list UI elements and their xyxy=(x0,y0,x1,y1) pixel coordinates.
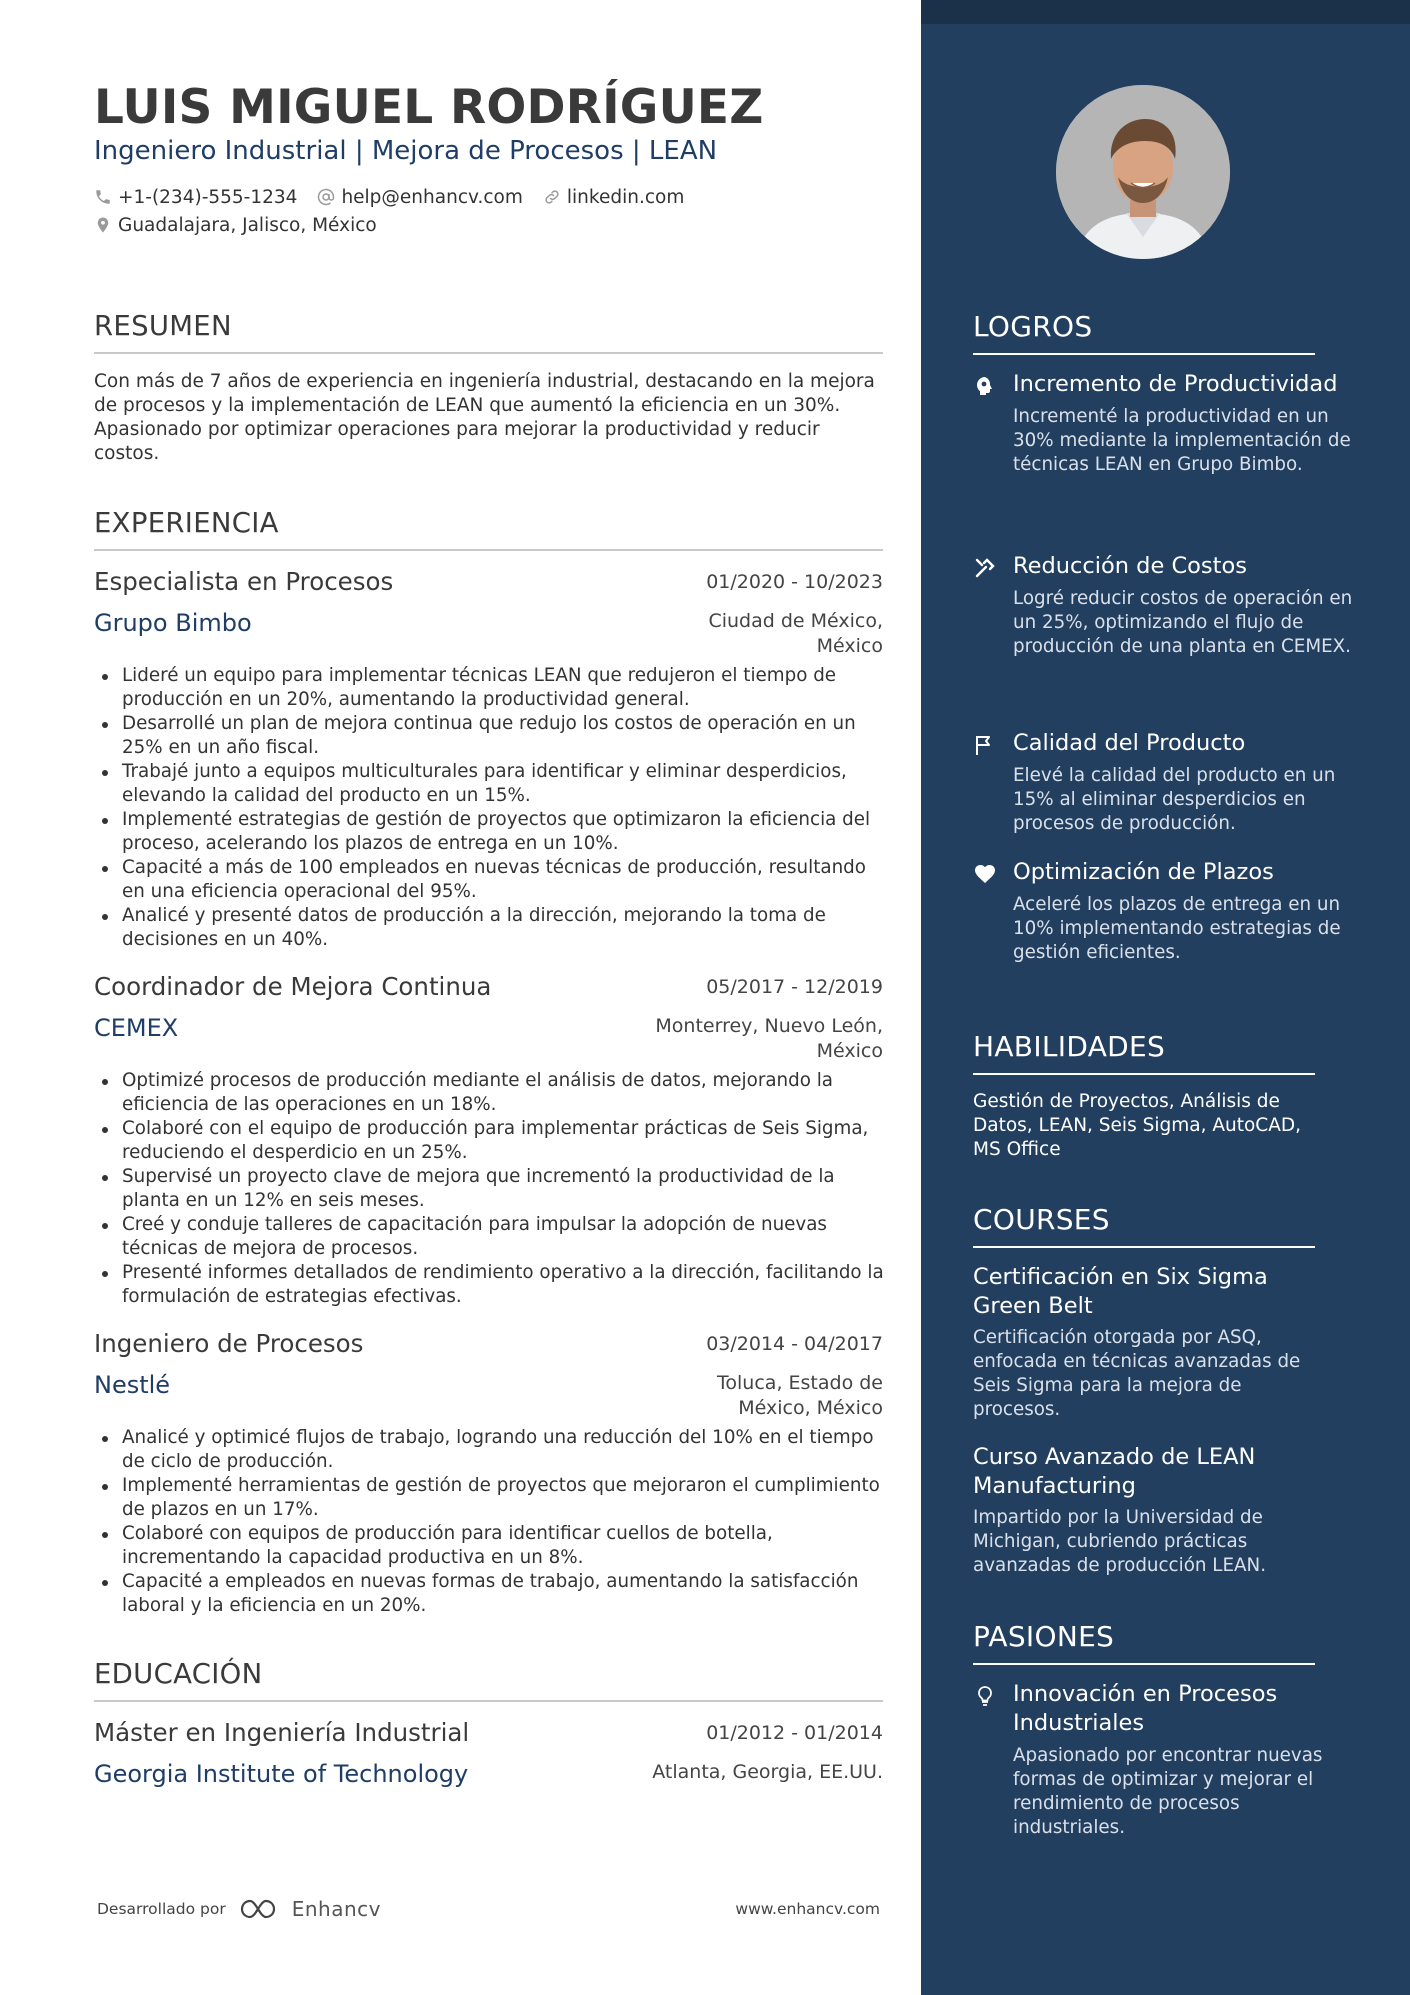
list-item: Colaboré con el equipo de producción para implementar prácticas de Seis Sigma, reduciendo el desperdicio en un 25%. xyxy=(94,1117,894,1165)
list-item: Lideré un equipo para implementar técnicas LEAN que redujeron el tiempo de producción en un 20%, aumentando la productividad general. xyxy=(94,664,894,712)
built-by-text: Desarrollado por xyxy=(97,1900,226,1918)
candidate-title: Ingeniero Industrial | Mejora de Procesos | LEAN xyxy=(94,136,718,166)
email-contact[interactable] xyxy=(317,187,522,208)
list-item: Desarrollé un plan de mejora continua que redujo los costos de operación en un 25% en un año fiscal. xyxy=(94,712,894,760)
sidebar-top-band xyxy=(921,0,1410,24)
phone-text: +1-(234)-555-1234 xyxy=(118,186,298,208)
summary-text: Con más de 7 años de experiencia en ingeniería industrial, destacando en la mejora de procesos y la implementación de LEAN que aumentó la eficiencia en un 30%. Apasionado por optimizar operaciones para mejorar la productividad y reducir costos. xyxy=(94,371,875,464)
phone-icon xyxy=(94,188,112,206)
location-pin-icon xyxy=(94,216,112,234)
tools-icon xyxy=(973,556,997,580)
courses-heading: COURSES xyxy=(973,1203,1315,1248)
job-bullets xyxy=(94,1426,894,1618)
passion-title: Innovación en Procesos Industriales xyxy=(1013,1681,1278,1736)
achievement-item xyxy=(973,858,1353,965)
job-title: Ingeniero de Procesos xyxy=(94,1329,364,1358)
heart-icon xyxy=(973,862,997,886)
achievement-title: Incremento de Productividad xyxy=(1013,371,1338,397)
company-name: Nestlé xyxy=(94,1371,171,1399)
job-dates: 03/2014 - 04/2017 xyxy=(706,1333,883,1355)
linkedin-contact[interactable] xyxy=(543,187,684,208)
course-desc: Impartido por la Universidad de Michigan, cubriendo prácticas avanzadas de producción LEAN. xyxy=(973,1507,1266,1576)
passion-desc: Apasionado por encontrar nuevas formas de optimizar y mejorar el rendimiento de procesos industriales. xyxy=(1013,1745,1323,1838)
job-location: Ciudad de México, México xyxy=(708,610,883,657)
list-item: Implementé herramientas de gestión de proyectos que mejoraron el cumplimiento de plazos en un 17%. xyxy=(94,1474,894,1522)
achievement-title: Calidad del Producto xyxy=(1013,730,1246,756)
job-location: Toluca, Estado de México, México xyxy=(717,1372,883,1419)
course-item xyxy=(973,1263,1323,1422)
school-name: Georgia Institute of Technology xyxy=(94,1760,469,1788)
achievement-desc: Aceleré los plazos de entrega en un 10% implementando estrategias de gestión eficientes. xyxy=(1013,894,1341,963)
achievement-desc: Logré reducir costos de operación en un 25%, optimizando el flujo de producción de una planta en CEMEX. xyxy=(1013,588,1353,657)
candidate-name: LUIS MIGUEL RODRÍGUEZ xyxy=(94,80,764,135)
achievement-title: Reducción de Costos xyxy=(1013,553,1247,579)
job-bullets xyxy=(94,1069,894,1309)
company-name: Grupo Bimbo xyxy=(94,609,252,637)
linkedin-text: linkedin.com xyxy=(566,186,685,208)
summary-heading: RESUMEN xyxy=(94,310,883,354)
company-name: CEMEX xyxy=(94,1014,179,1042)
education-heading: EDUCACIÓN xyxy=(94,1658,883,1702)
skills-list: Gestión de Proyectos, Análisis de Datos, LEAN, Seis Sigma, AutoCAD, MS Office xyxy=(973,1091,1301,1160)
list-item: Capacité a más de 100 empleados en nuevas técnicas de producción, resultando en una eficiencia operacional del 95%. xyxy=(94,856,894,904)
flag-icon xyxy=(973,733,997,757)
lightbulb-icon xyxy=(973,1684,997,1708)
list-item: Colaboré con equipos de producción para identificar cuellos de botella, incrementando la capacidad productiva en un 8%. xyxy=(94,1522,894,1570)
list-item: Supervisé un proyecto clave de mejora que incrementó la productividad de la planta en un 12% en seis meses. xyxy=(94,1165,894,1213)
experience-heading: EXPERIENCIA xyxy=(94,507,883,551)
course-item xyxy=(973,1443,1323,1578)
phone-contact xyxy=(94,187,297,208)
course-title: Curso Avanzado de LEAN Manufacturing xyxy=(973,1444,1256,1499)
list-item: Trabajé junto a equipos multiculturales para identificar y eliminar desperdicios, elevando la calidad del producto en un 15%. xyxy=(94,760,894,808)
skills-heading: HABILIDADES xyxy=(973,1030,1315,1075)
achievement-desc: Elevé la calidad del producto en un 15% al eliminar desperdicios en procesos de producción. xyxy=(1013,765,1336,834)
passions-heading: PASIONES xyxy=(973,1620,1315,1665)
location-text: Guadalajara, Jalisco, México xyxy=(118,214,377,236)
education-dates: 01/2012 - 01/2014 xyxy=(706,1722,883,1744)
list-item: Presenté informes detallados de rendimiento operativo a la dirección, facilitando la formulación de estrategias efectivas. xyxy=(94,1261,894,1309)
profile-photo-icon xyxy=(1056,85,1230,259)
enhancv-logo-icon xyxy=(238,1897,286,1921)
achievement-title: Optimización de Plazos xyxy=(1013,859,1274,885)
degree-title: Máster en Ingeniería Industrial xyxy=(94,1718,470,1747)
job-dates: 01/2020 - 10/2023 xyxy=(706,571,883,593)
job-dates: 05/2017 - 12/2019 xyxy=(706,976,883,998)
at-icon xyxy=(317,188,335,206)
footer-website[interactable]: www.enhancv.com xyxy=(735,1900,880,1918)
education-location: Atlanta, Georgia, EE.UU. xyxy=(652,1761,883,1783)
achievement-item xyxy=(973,370,1353,477)
list-item: Optimizé procesos de producción mediante el análisis de datos, mejorando la eficiencia de las operaciones en un 18%. xyxy=(94,1069,894,1117)
location-contact xyxy=(94,215,377,236)
list-item: Creé y conduje talleres de capacitación para impulsar la adopción de nuevas técnicas de mejora de procesos. xyxy=(94,1213,894,1261)
avatar xyxy=(1056,85,1230,259)
achievements-heading: LOGROS xyxy=(973,310,1315,355)
list-item: Implementé estrategias de gestión de proyectos que optimizaron la eficiencia del proceso, acelerando los plazos de entrega en un 10%. xyxy=(94,808,894,856)
brain-icon xyxy=(973,374,997,398)
link-icon xyxy=(543,188,561,206)
job-title: Coordinador de Mejora Continua xyxy=(94,972,492,1001)
list-item: Analicé y presenté datos de producción a la dirección, mejorando la toma de decisiones en un 40%. xyxy=(94,904,894,952)
passion-item xyxy=(973,1680,1353,1840)
achievement-item xyxy=(973,552,1353,659)
footer-branding xyxy=(97,1897,381,1921)
list-item: Analicé y optimicé flujos de trabajo, logrando una reducción del 10% en el tiempo de ciclo de producción. xyxy=(94,1426,894,1474)
list-item: Capacité a empleados en nuevas formas de trabajo, aumentando la satisfacción laboral y la eficiencia en un 20%. xyxy=(94,1570,894,1618)
job-bullets xyxy=(94,664,894,952)
achievement-desc: Incrementé la productividad en un 30% mediante la implementación de técnicas LEAN en Grupo Bimbo. xyxy=(1013,406,1351,475)
sidebar xyxy=(921,0,1410,1995)
achievement-item xyxy=(973,729,1353,836)
email-text: help@enhancv.com xyxy=(341,186,523,208)
job-location: Monterrey, Nuevo León, México xyxy=(655,1015,883,1062)
course-desc: Certificación otorgada por ASQ, enfocada en técnicas avanzadas de Seis Sigma para la mejora de procesos. xyxy=(973,1327,1301,1420)
job-title: Especialista en Procesos xyxy=(94,567,394,596)
brand-name: Enhancv xyxy=(291,1897,381,1921)
course-title: Certificación en Six Sigma Green Belt xyxy=(973,1264,1268,1319)
contact-info xyxy=(94,184,894,240)
